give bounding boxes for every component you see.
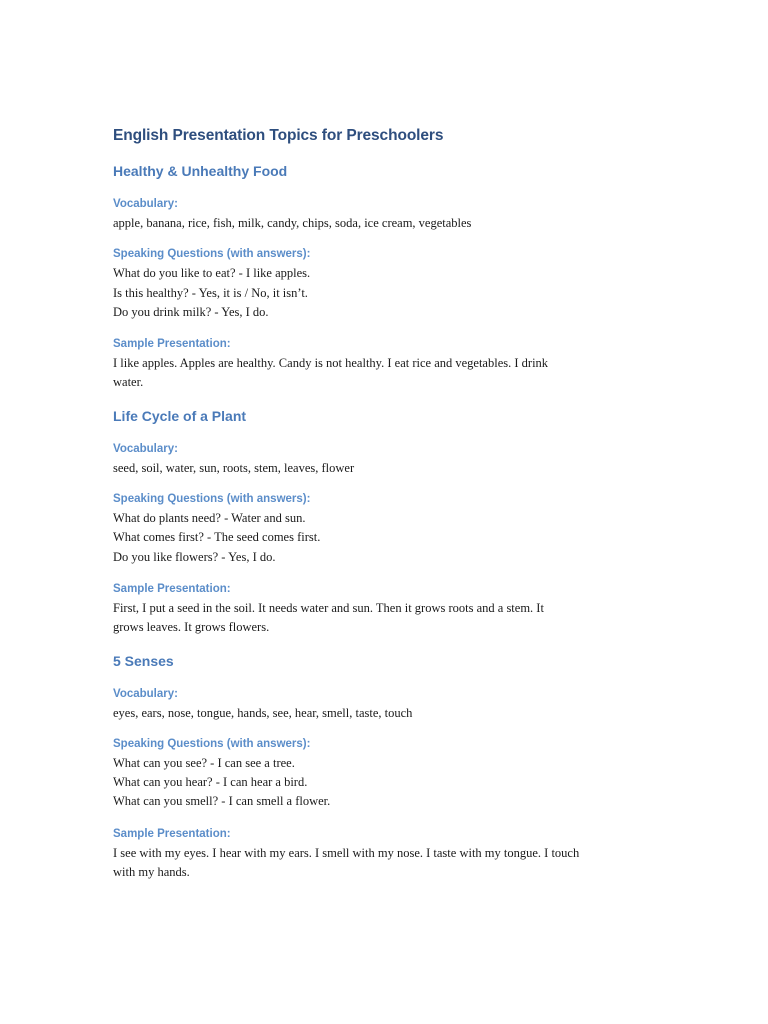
vocabulary-label: Vocabulary: [113, 687, 178, 700]
section-title: 5 Senses [113, 652, 174, 669]
sample-label: Sample Presentation: [113, 582, 231, 595]
section-healthy-food [113, 160, 653, 393]
vocabulary-label: Vocabulary: [113, 198, 178, 210]
question-line: What can you hear? - I can hear a bird. [113, 775, 308, 790]
question-line: What comes first? - The seed comes first. [113, 530, 321, 545]
questions-label: Speaking Questions (with answers): [113, 248, 311, 261]
section-five-senses [113, 650, 653, 883]
sample-line: I like apples. Apples are healthy. Candy is not healthy. I eat rice and vegetables. I drink [113, 356, 549, 371]
questions-label: Speaking Questions (with answers): [113, 737, 311, 750]
sample-line: grows leaves. It grows flowers. [113, 620, 270, 635]
document-title: English Presentation Topics for Preschoolers [113, 127, 444, 144]
section-title: Life Cycle of a Plant [113, 407, 247, 424]
section-plant-life-cycle [113, 405, 653, 638]
question-line: Do you drink milk? - Yes, I do. [113, 304, 269, 319]
vocabulary-text: apple, banana, rice, fish, milk, candy, chips, soda, ice cream, vegetables [113, 216, 472, 230]
section-title: Healthy & Unhealthy Food [113, 163, 288, 179]
questions-label: Speaking Questions (with answers): [113, 493, 311, 506]
sample-label: Sample Presentation: [113, 827, 231, 840]
sample-line: I see with my eyes. I hear with my ears. I smell with my nose. I taste with my tongue. I touch [113, 845, 580, 860]
question-line: Is this healthy? - Yes, it is / No, it isn’t. [113, 285, 308, 300]
sample-line: water. [113, 375, 144, 390]
document-page [113, 124, 653, 882]
vocabulary-text: seed, soil, water, sun, roots, stem, leaves, flower [113, 460, 355, 475]
vocabulary-text: eyes, ears, nose, tongue, hands, see, hear, smell, taste, touch [113, 705, 413, 720]
vocabulary-label: Vocabulary: [113, 442, 178, 455]
question-line: What do you like to eat? - I like apples. [113, 266, 311, 281]
sample-label: Sample Presentation: [113, 338, 231, 351]
question-line: What do plants need? - Water and sun. [113, 511, 306, 526]
question-line: What can you see? - I can see a tree. [113, 755, 295, 770]
question-line: What can you smell? - I can smell a flower. [113, 794, 331, 809]
question-line: Do you like flowers? - Yes, I do. [113, 549, 276, 564]
sample-line: First, I put a seed in the soil. It needs water and sun. Then it grows roots and a stem. It [113, 600, 544, 615]
sample-line: with my hands. [113, 865, 190, 880]
